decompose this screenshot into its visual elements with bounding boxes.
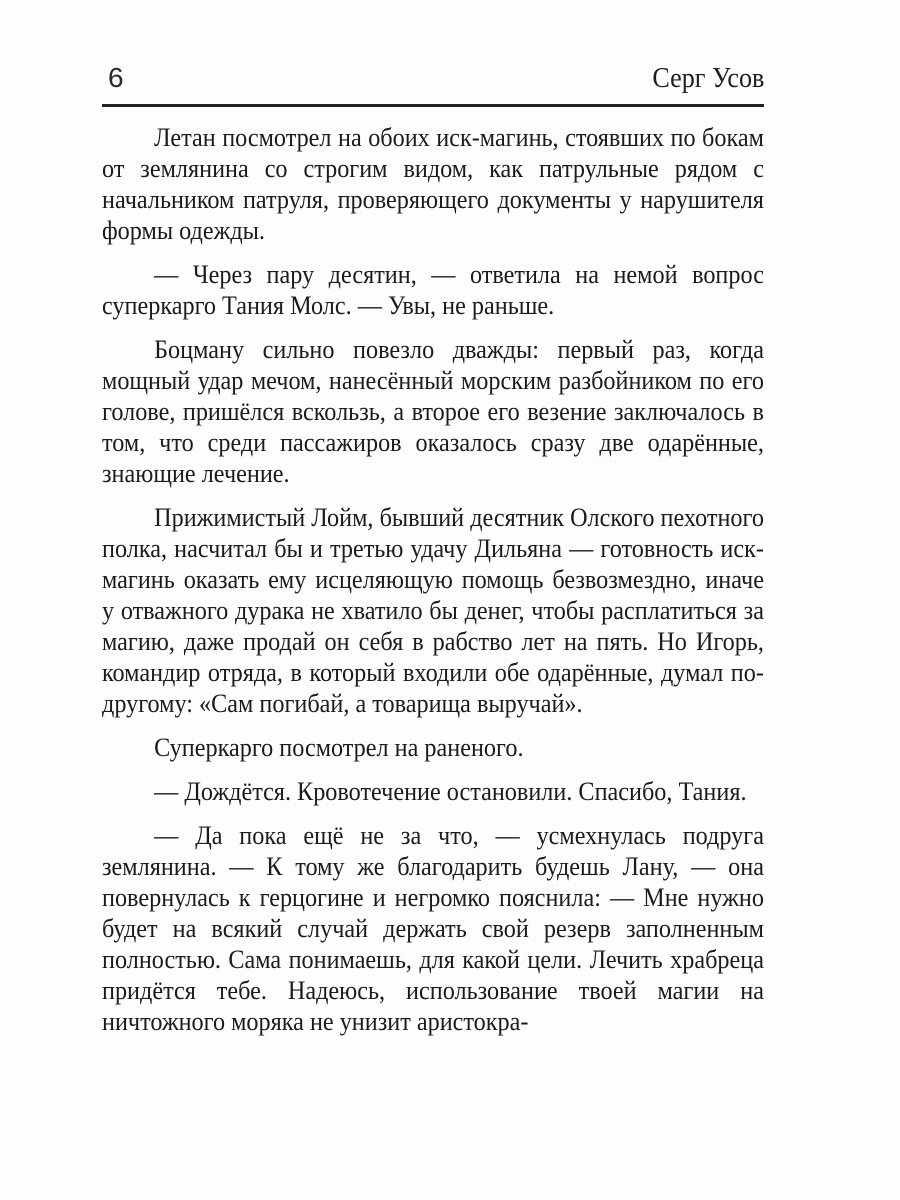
paragraph: Летан посмотрел на обоих иск-магинь, стоявших по бокам от землянина со строгим видом, как патрульные рядом с начальником патруля, проверяющего документы у нарушителя формы одежды. bbox=[102, 123, 764, 245]
text-body bbox=[102, 122, 764, 1037]
paragraph: — Да пока ещё не за что, — усмехнулась подруга землянина. — К тому же благодарить будешь Лану, — она повернулась к герцогине и негромко пояснила: — Мне нужно будет на всякий случай держать свой резерв заполненным полностью. Сама понимаешь, для какой цели. Лечить храбреца придётся тебе. Надеюсь, использование твоей магии на ничтожного моряка не унизит аристокра- bbox=[102, 821, 764, 1036]
paragraph: Прижимистый Лойм, бывший десятник Олского пехотного полка, насчитал бы и третью удачу Дильяна — готовность иск-магинь оказать ему исцеляющую помощь безвозмездно, иначе у отважного дурака не хватило бы денег, чтобы расплатиться за магию, даже продай он себя в рабство лет на пять. Но Игорь, командир отряда, в который входили обе одарённые, думал по-другому: «Сам погибай, а товарища выручай». bbox=[102, 503, 764, 718]
page-number: 6 bbox=[108, 62, 124, 93]
running-head-author: Серг Усов bbox=[652, 62, 764, 94]
page-header bbox=[102, 62, 764, 107]
paragraph: Боцману сильно повезло дважды: первый раз, когда мощный удар мечом, нанесённый морским разбойником по его голове, пришёлся вскользь, а второе его везение заключалось в том, что среди пассажиров оказалось сразу две одарённые, знающие лечение. bbox=[102, 335, 764, 488]
paragraph: — Дождётся. Кровотечение остановили. Спасибо, Тания. bbox=[154, 777, 747, 806]
paragraph: — Через пару десятин, — ответила на немой вопрос суперкарго Тания Молс. — Увы, не раньше. bbox=[102, 260, 764, 320]
paragraph: Суперкарго посмотрел на раненого. bbox=[154, 733, 524, 762]
